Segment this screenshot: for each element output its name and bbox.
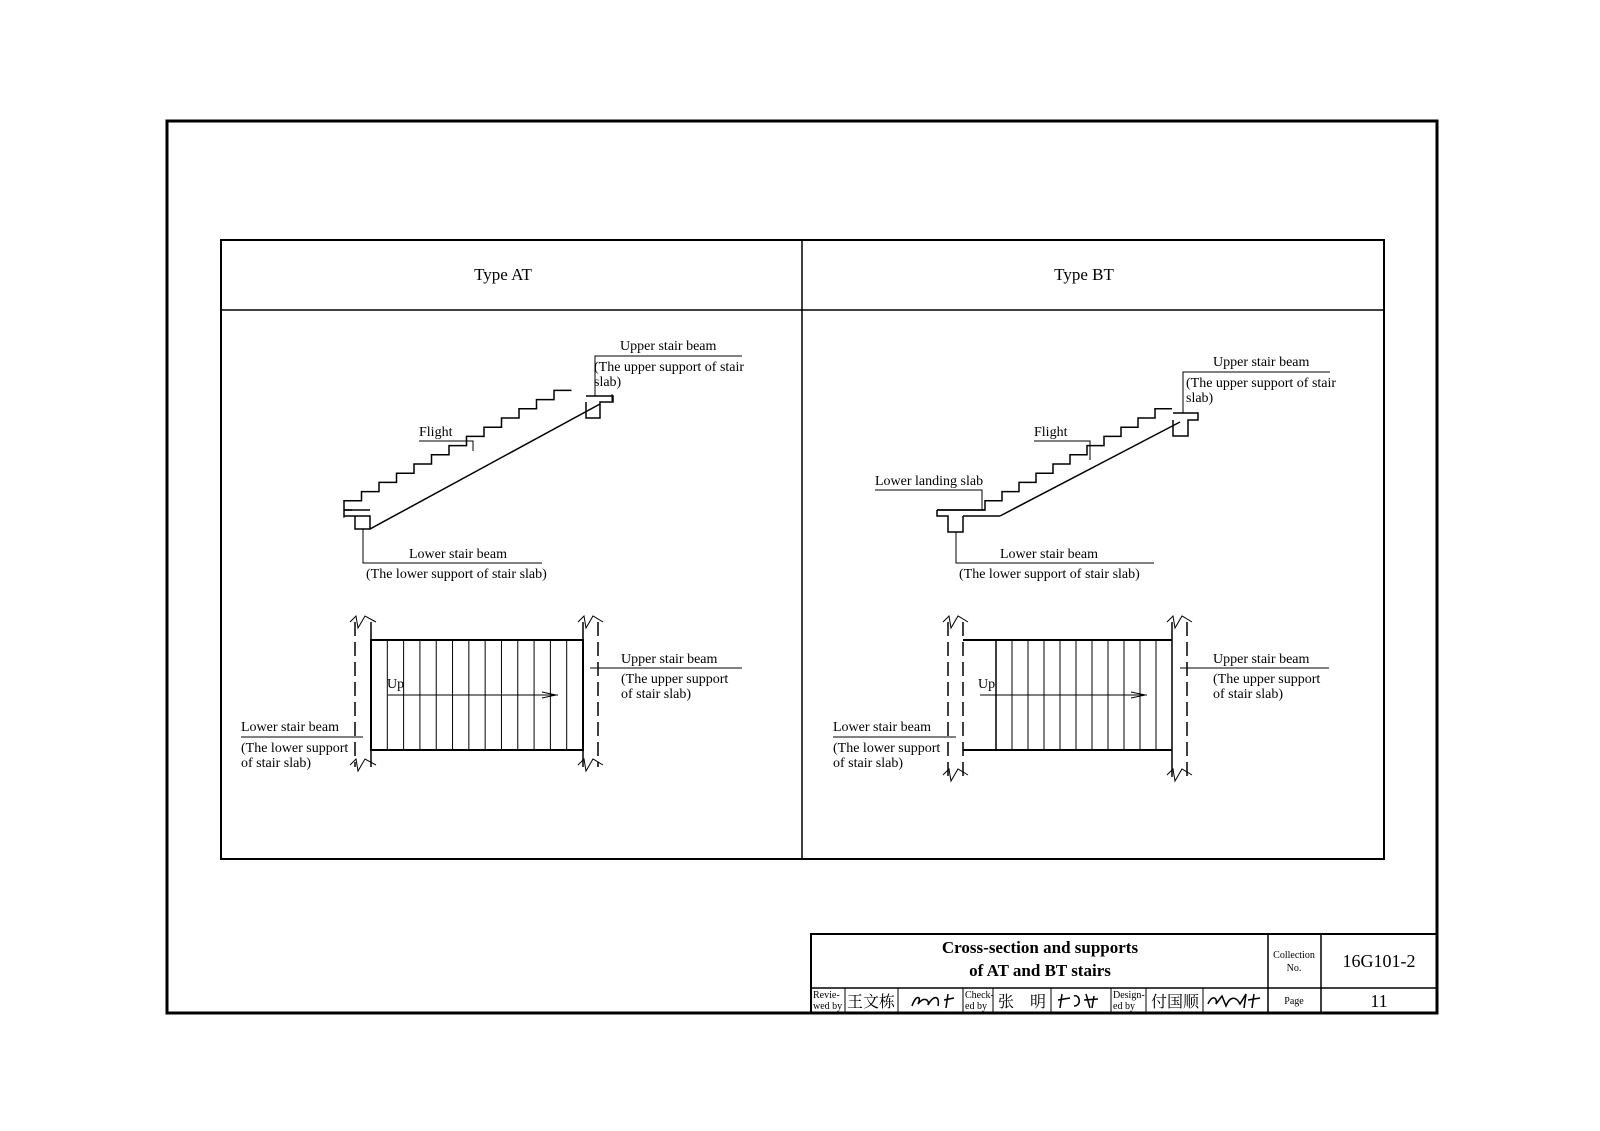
reviewed-label-2: wed by <box>813 1001 843 1012</box>
at-lower-landing-edge <box>344 510 370 529</box>
at-plan-lower-support-label-2: of stair slab) <box>241 756 311 771</box>
checked-label-2: ed by <box>965 1001 987 1012</box>
at-plan-lower-beam-label: Lower stair beam <box>241 720 339 735</box>
at-plan-break-tr <box>578 616 603 628</box>
designer-name: 付国顺 <box>1150 992 1200 1011</box>
bt-plan-lower-beam-label: Lower stair beam <box>833 720 931 735</box>
bt-plan-break-br <box>1167 769 1192 781</box>
bt-plan-break-tl <box>943 616 968 628</box>
at-upper-beam-label: Upper stair beam <box>620 339 717 354</box>
at-upper-support-label-1: (The upper support of stair <box>594 360 745 375</box>
bt-landing-leader <box>875 490 982 510</box>
checker-name: 张 明 <box>997 992 1047 1011</box>
bt-upper-beam-label: Upper stair beam <box>1213 355 1310 370</box>
at-lower-support-label: (The lower support of stair slab) <box>366 567 547 582</box>
at-plan-upper-support-label-1: (The upper support <box>621 672 729 687</box>
bt-lower-beam <box>937 510 963 532</box>
bt-stair-steps <box>937 409 1172 510</box>
at-upper-beam <box>586 396 613 418</box>
collection-number: 16G101-2 <box>1342 951 1416 971</box>
at-plan-break-br <box>578 759 603 771</box>
at-stair-steps <box>344 390 572 510</box>
bt-plan-up-label: Up <box>978 677 996 692</box>
bt-section-drawing <box>875 355 1336 582</box>
collection-label-2: No. <box>1286 963 1302 974</box>
checker-signature <box>1058 994 1098 1008</box>
bt-plan-upper-support-label-1: (The upper support <box>1213 672 1321 687</box>
at-plan-lower-support-label-1: (The lower support <box>241 741 349 756</box>
bt-flight-leader <box>1034 441 1090 460</box>
reviewer-signature <box>912 994 954 1008</box>
bt-slab-soffit <box>1000 422 1180 516</box>
at-flight-label: Flight <box>419 425 453 440</box>
designer-signature <box>1208 994 1260 1008</box>
checked-label-1: Check- <box>965 990 994 1001</box>
header-type-bt: Type BT <box>1054 265 1114 284</box>
bt-plan-break-tr <box>1167 616 1192 628</box>
drawing-title-line-2: of AT and BT stairs <box>969 961 1111 980</box>
bt-landing-label: Lower landing slab <box>875 474 984 489</box>
page-number: 11 <box>1370 991 1388 1011</box>
at-plan-up-label: Up <box>387 677 405 692</box>
at-lower-beam-label: Lower stair beam <box>409 547 507 562</box>
at-plan-upper-beam-label: Upper stair beam <box>621 652 718 667</box>
bt-plan-break-bl <box>943 769 968 781</box>
reviewed-label-1: Revie- <box>813 990 840 1001</box>
bt-plan-lower-support-label-1: (The lower support <box>833 741 941 756</box>
designed-label-1: Design- <box>1113 990 1145 1001</box>
bt-flight-label: Flight <box>1034 425 1068 440</box>
bt-plan-drawing <box>833 616 1329 781</box>
bt-lower-beam-label: Lower stair beam <box>1000 547 1098 562</box>
bt-plan-upper-support-label-2: of stair slab) <box>1213 687 1283 702</box>
at-plan-drawing <box>241 616 742 771</box>
title-block <box>811 934 1437 1013</box>
at-section-drawing <box>344 339 744 582</box>
at-upper-support-label-2: slab) <box>594 375 622 390</box>
header-type-at: Type AT <box>474 265 532 284</box>
at-plan-break-bl <box>350 759 376 771</box>
at-slab-soffit <box>370 404 600 529</box>
bt-plan-lower-support-label-2: of stair slab) <box>833 756 903 771</box>
comparison-table <box>221 240 1384 859</box>
collection-label-1: Collection <box>1273 950 1315 961</box>
at-plan-break-tl <box>350 616 376 628</box>
reviewer-name: 王文栋 <box>846 992 896 1011</box>
bt-upper-support-label-1: (The upper support of stair <box>1186 376 1337 391</box>
at-plan-upper-support-label-2: of stair slab) <box>621 687 691 702</box>
page-label: Page <box>1284 996 1304 1007</box>
bt-plan-upper-beam-label: Upper stair beam <box>1213 652 1310 667</box>
drawing-title-line-1: Cross-section and supports <box>941 938 1139 957</box>
bt-upper-support-label-2: slab) <box>1186 391 1214 406</box>
designed-label-2: ed by <box>1113 1001 1135 1012</box>
bt-lower-support-label: (The lower support of stair slab) <box>959 567 1140 582</box>
